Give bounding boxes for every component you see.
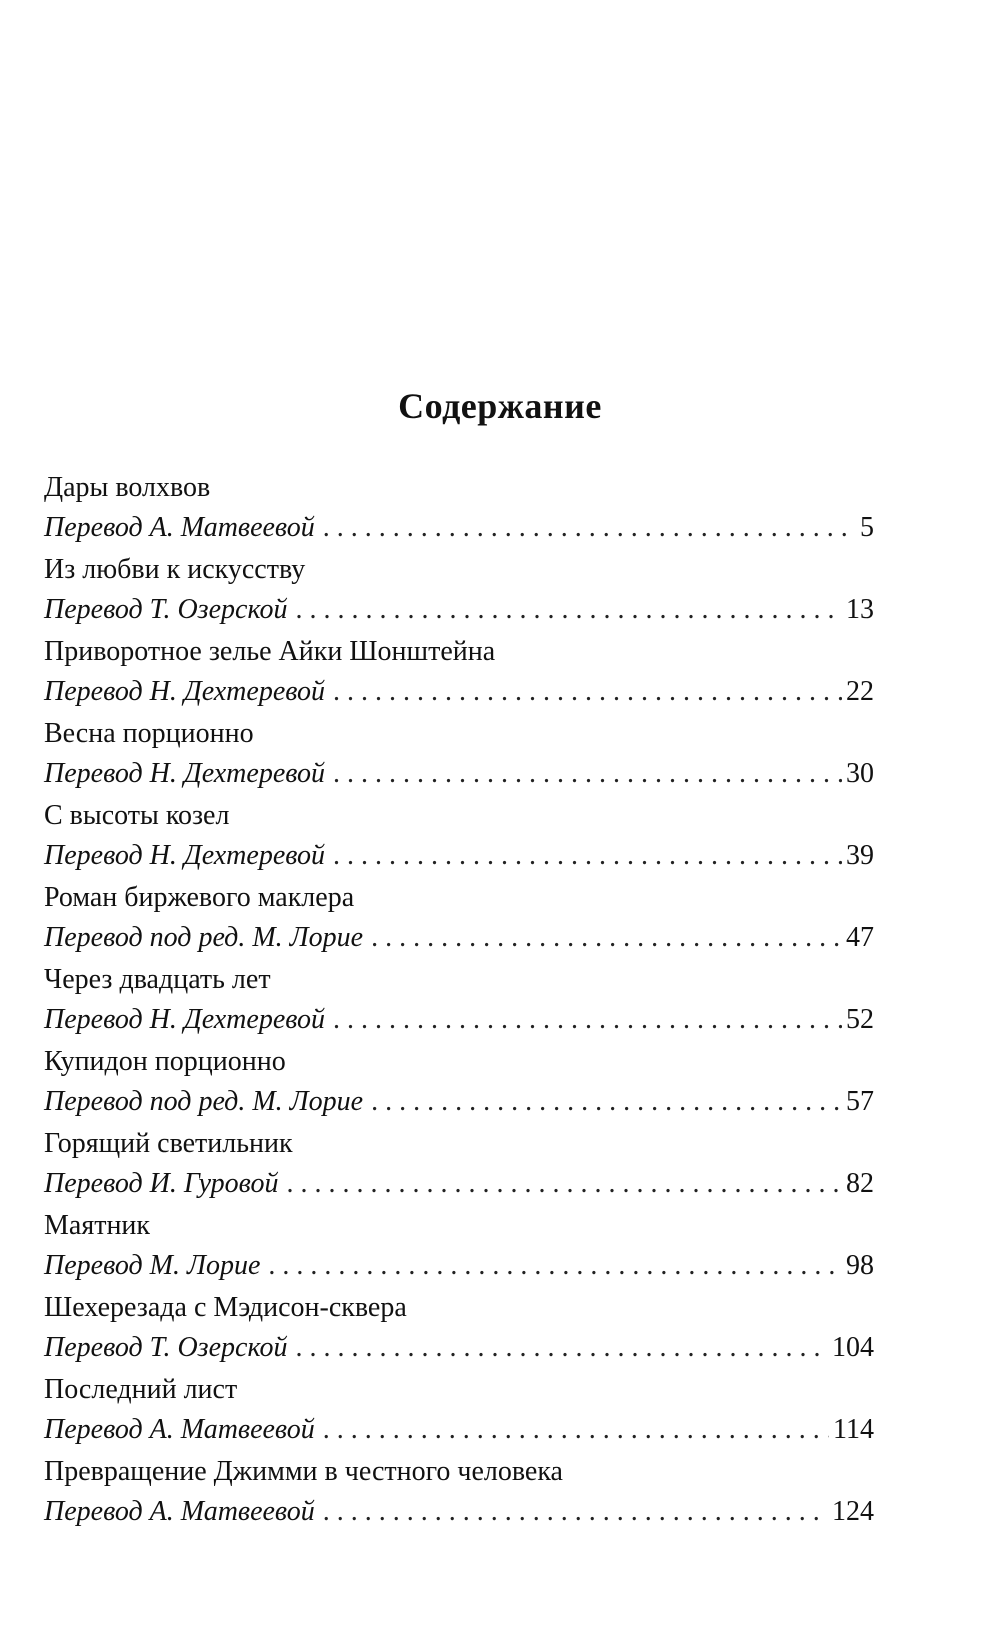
page-number: 30 [846,758,874,789]
page-number: 124 [832,1496,874,1527]
story-title: Превращение Джимми в честного человека [44,1456,563,1487]
toc-entry-line [44,918,874,958]
story-title: Весна порционно [44,718,254,749]
translator-credit: Перевод Н. Дехтеревой [44,1004,326,1035]
translator-credit: Перевод Т. Озерской [44,594,288,625]
page-number: 104 [832,1332,874,1363]
dot-leader [333,836,842,876]
toc-entry [44,1042,874,1124]
page-number: 98 [846,1250,874,1281]
translator-credit: Перевод Н. Дехтеревой [44,840,326,871]
story-title: Горящий светильник [44,1128,293,1159]
page-number: 82 [846,1168,874,1199]
translator-credit: Перевод Т. Озерской [44,1332,288,1363]
page-number: 52 [846,1004,874,1035]
page-number: 114 [833,1414,874,1445]
toc-entry-line [44,590,874,630]
page-number: 22 [846,676,874,707]
translator-credit: Перевод А. Матвеевой [44,1496,315,1527]
toc-entry [44,1206,874,1288]
dot-leader [371,1082,842,1122]
dot-leader [333,754,842,794]
toc-entry [44,796,874,878]
translator-credit: Перевод Н. Дехтеревой [44,676,326,707]
translator-credit: Перевод А. Матвеевой [44,512,315,543]
story-title: Маятник [44,1210,151,1241]
table-of-contents [44,468,874,1534]
toc-entry [44,468,874,550]
dot-leader [323,508,856,548]
toc-entry [44,960,874,1042]
translator-credit: Перевод под ред. М. Лорие [44,1086,364,1117]
page-number: 57 [846,1086,874,1117]
toc-entry-line [44,1246,874,1286]
toc-entry-line [44,1082,874,1122]
story-title: Приворотное зелье Айки Шонштейна [44,636,496,667]
dot-leader [286,1164,842,1204]
toc-entry [44,632,874,714]
dot-leader [371,918,842,958]
story-title: Последний лист [44,1374,238,1405]
toc-entry [44,1370,874,1452]
dot-leader [268,1246,842,1286]
story-title: Из любви к искусству [44,554,306,585]
story-title: Через двадцать лет [44,964,271,995]
toc-entry [44,550,874,632]
toc-entry [44,1124,874,1206]
toc-entry [44,1288,874,1370]
toc-entry-line [44,1000,874,1040]
toc-entry-line [44,1410,874,1450]
story-title: Роман биржевого маклера [44,882,355,913]
translator-credit: Перевод Н. Дехтеревой [44,758,326,789]
dot-leader [296,590,843,630]
dot-leader [323,1410,829,1450]
dot-leader [296,1328,829,1368]
story-title: Купидон порционно [44,1046,286,1077]
story-title: Дары волхвов [44,472,211,503]
toc-entry-line [44,672,874,712]
toc-entry-line [44,754,874,794]
story-title: С высоты козел [44,800,230,831]
toc-entry-line [44,1328,874,1368]
toc-entry [44,714,874,796]
page-title: Содержание [398,386,602,426]
page-number: 5 [860,512,874,543]
page-number: 13 [846,594,874,625]
translator-credit: Перевод А. Матвеевой [44,1414,315,1445]
page-number: 39 [846,840,874,871]
toc-entry [44,1452,874,1534]
toc-entry [44,878,874,960]
page-number: 47 [846,922,874,953]
dot-leader [323,1492,828,1532]
story-title: Шехерезада с Мэдисон-сквера [44,1292,407,1323]
dot-leader [333,1000,842,1040]
toc-entry-line [44,508,874,548]
toc-entry-line [44,1164,874,1204]
toc-entry-line [44,836,874,876]
translator-credit: Перевод М. Лорие [44,1250,261,1281]
translator-credit: Перевод И. Гуровой [44,1168,279,1199]
dot-leader [333,672,842,712]
toc-entry-line [44,1492,874,1532]
translator-credit: Перевод под ред. М. Лорие [44,922,364,953]
